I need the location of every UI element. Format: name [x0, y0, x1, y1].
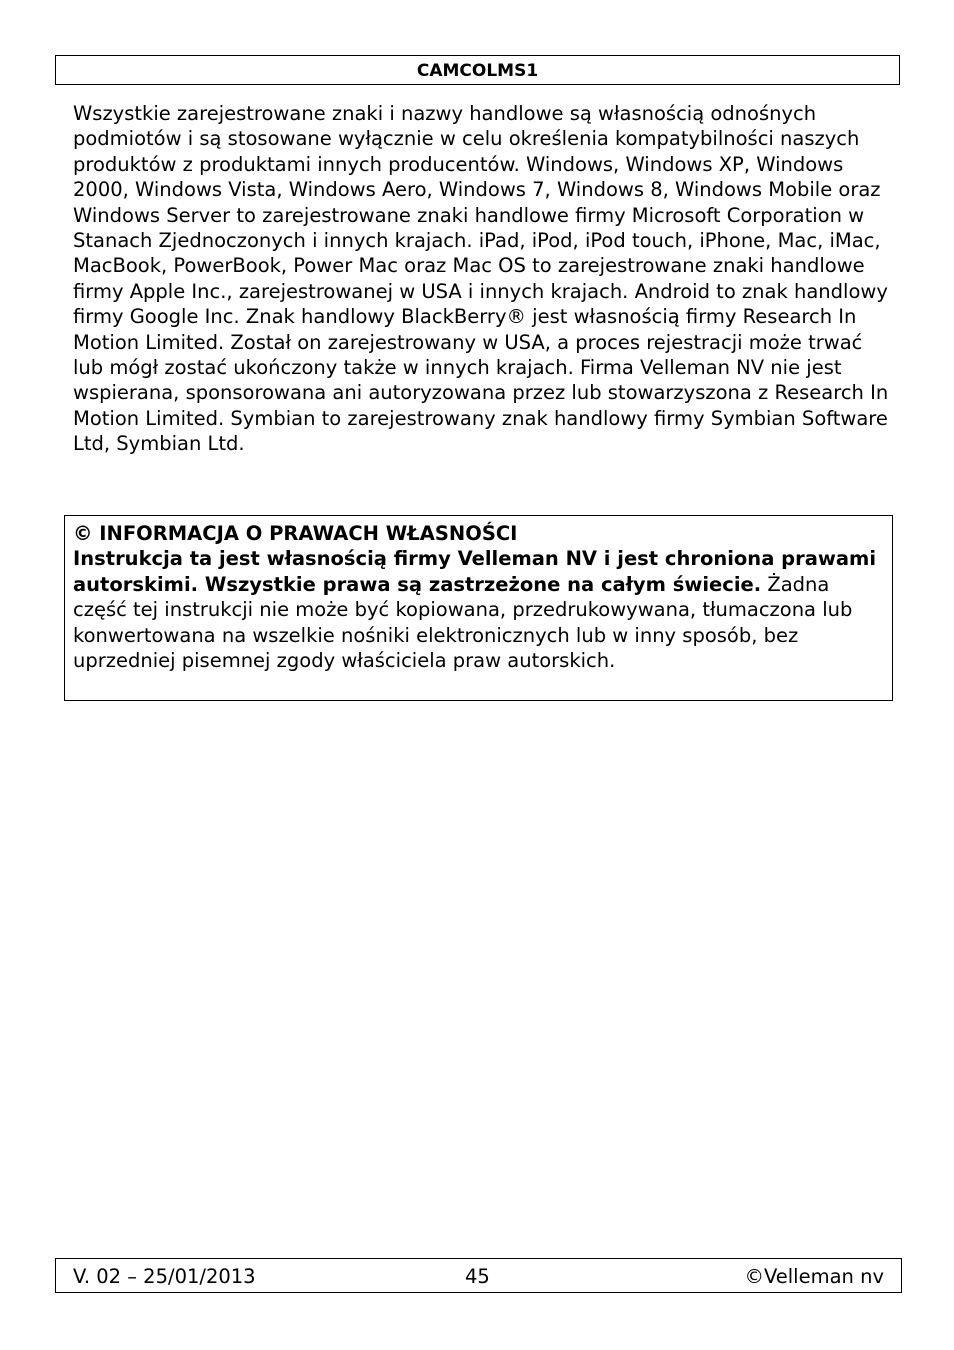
page-number: 45 [465, 1265, 490, 1288]
copyright-bold-text: Instrukcja ta jest własnością firmy Velleman NV i jest chroniona prawami autorskimi. Wszystkie prawa są zastrzeżone na całym świecie. [73, 547, 877, 596]
copyright-normal-text: Żadna część tej instrukcji nie może być kopiowana, przedrukowywana, tłumaczona lub konwertowana na wszelkie nośniki elektronicznych lub w inny sposób, bez uprzedniej pisemnej zgody właściciela praw autorskich. [73, 572, 853, 673]
copyright-notice-box [64, 515, 893, 701]
footer-copyright: ©Velleman nv [744, 1265, 884, 1288]
page-footer [55, 1258, 902, 1293]
copyright-title: © INFORMACJA O PRAWACH WŁASNOŚCI [73, 522, 518, 545]
model-number: CAMCOLMS1 [416, 61, 539, 81]
footer-version: V. 02 – 25/01/2013 [73, 1265, 256, 1288]
page-header [55, 55, 900, 85]
trademark-paragraph: Wszystkie zarejestrowane znaki i nazwy handlowe są własnością odnośnych podmiotów i są stosowane wyłącznie w celu określenia kompatybilności naszych produktów z produktami innych producentów. Windows, Windows XP, Windows 2000, Windows Vista, Windows Aero, Windows 7, Windows 8, Windows Mobile oraz Windows Server to zarejestrowane znaki handlowe firmy Microsoft Corporation w Stanach Zjednoczonych i innych krajach. iPad, iPod, iPod touch, iPhone, Mac, iMac, MacBook, PowerBook, Power Mac oraz Mac OS to zarejestrowane znaki handlowe firmy Apple Inc., zarejestrowanej w USA i innych krajach. Android to znak handlowy firmy Google Inc. Znak handlowy BlackBerry® jest własnością firmy Research In Motion Limited. Został on zarejestrowany w USA, a proces rejestracji może trwać lub mógł zostać ukończony także w innych krajach. Firma Velleman NV nie jest wspierana, sponsorowana ani autoryzowana przez lub stowarzyszona z Research In Motion Limited. Symbian to zarejestrowany znak handlowy firmy Symbian Software Ltd, Symbian Ltd. [73, 102, 889, 456]
copyright-body [73, 546, 884, 673]
